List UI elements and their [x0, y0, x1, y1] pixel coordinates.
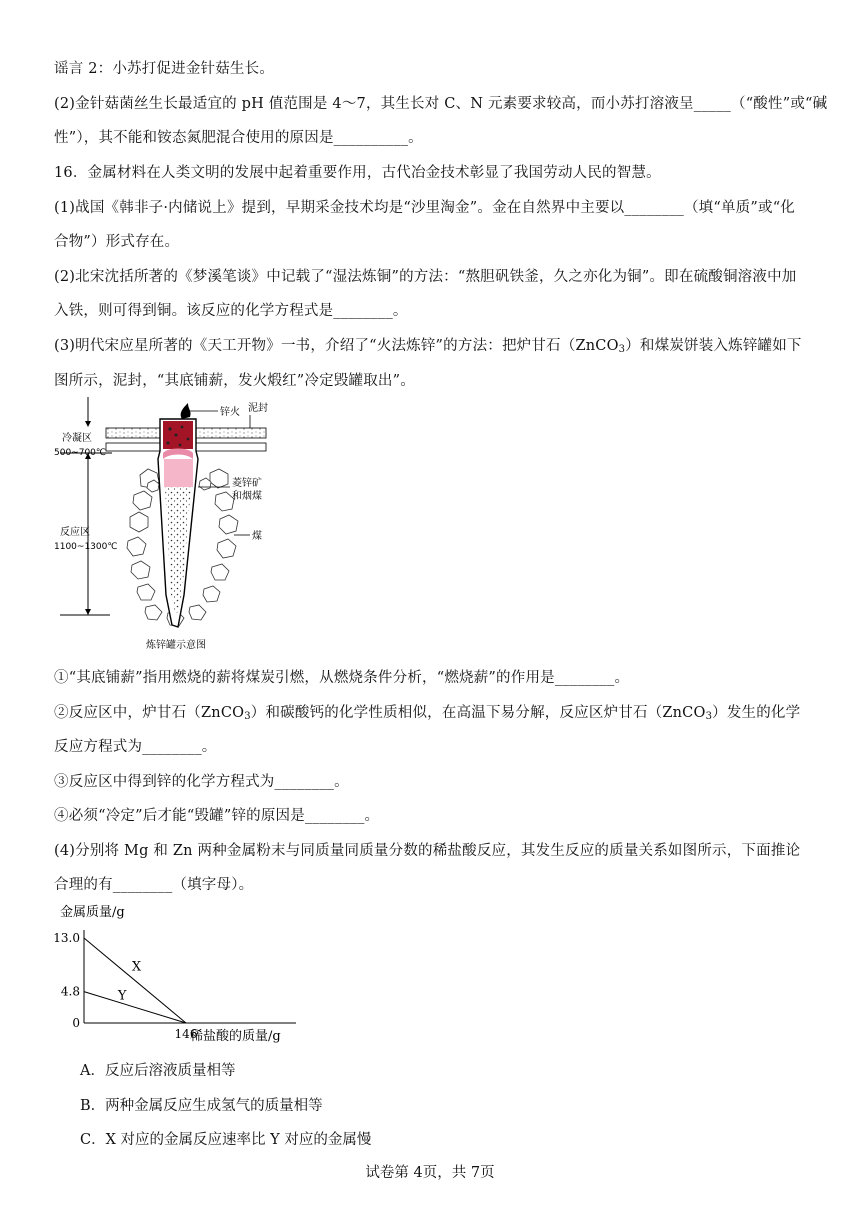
y-tick-label: 0 — [72, 1016, 80, 1030]
label-condense-temp: 500~700℃ — [54, 448, 107, 458]
option-a: A．反应后溶液质量相等 — [80, 1063, 236, 1079]
series-line-y — [84, 992, 186, 1023]
label-ore-coal-1: 菱锌矿 — [232, 478, 262, 489]
series-label-y: Y — [117, 988, 127, 1004]
line-q16-2b: 入铁，则可得到铜。该反应的化学方程式是________。 — [54, 303, 408, 319]
chart-ylabel: 金属质量/g — [60, 905, 125, 920]
line-q15-2a: (2)金针菇菌丝生长最适宜的 pH 值范围是 4～7，其生长对 C、N 元素要求较高，而小苏打溶液呈_____（“酸性”或“碱 — [54, 96, 828, 112]
y-tick-label: 13.0 — [53, 931, 80, 945]
option-b: B．两种金属反应生成氢气的质量相等 — [80, 1098, 323, 1114]
line-q16-3-3: ③反应区中得到锌的化学方程式为________。 — [54, 774, 349, 790]
line-q16-3-2a: ②反应区中，炉甘石（ZnCO$_3$）和碳酸钙的化学性质相似，在高温下易分解，反应区炉甘石（ZnCO$_3$）发生的化学 — [54, 705, 801, 722]
line-q16-3a: (3)明代宋应星所著的《天工开物》一书，介绍了“火法炼锌”的方法：把炉甘石（ZnCO$_3$）和煤炭饼装入炼锌罐如下 — [54, 338, 802, 355]
line-q16-2a: (2)北宋沈括所著的《梦溪笔谈》中记载了“湿法炼铜”的方法：“熬胆矾铁釜，久之亦化为铜”。即在硫酸铜溶液中加 — [54, 269, 797, 285]
line-q16-3b: 图所示，泥封，“其底铺薪，发火煅红”冷定毁罐取出”。 — [54, 373, 415, 389]
series-label-x: X — [131, 959, 142, 975]
label-mud-seal: 泥封 — [248, 403, 268, 414]
label-condense-zone: 冷凝区 — [62, 433, 92, 444]
series-line-x — [84, 938, 186, 1023]
line-q16-3-1: ①“其底铺薪”指用燃烧的薪将煤炭引燃，从燃烧条件分析，“燃烧薪”的作用是________。 — [54, 670, 630, 686]
line-q16-stem: 16．金属材料在人类文明的发展中起着重要作用，古代冶金技术彰显了我国劳动人民的智慧。 — [54, 165, 661, 181]
label-reaction-zone: 反应区 — [60, 527, 90, 538]
page-footer: 试卷第 4页，共 7页 — [365, 1165, 495, 1181]
figure-caption: 炼锌罐示意图 — [146, 640, 206, 651]
line-q16-3-2b: 反应方程式为________。 — [54, 739, 217, 755]
line-q15-2b: 性”），其不能和铵态氮肥混合使用的原因是__________。 — [54, 130, 423, 146]
y-tick-label: 4.8 — [60, 984, 80, 999]
label-zinc-fire: 锌火 — [220, 407, 240, 418]
line-q16-1a: (1)战国《韩非子·内储说上》提到，早期采金技术均是“沙里淘金”。金在自然界中主要以________（填“单质”或“化 — [54, 200, 796, 216]
line-q16-4b: 合理的有________（填字母）。 — [54, 877, 254, 893]
x-tick-label: 146 — [174, 1027, 198, 1041]
zinc-smelting-figure — [50, 395, 290, 655]
line-q16-1b: 合物”）形式存在。 — [54, 234, 180, 250]
line-q16-4a: (4)分别将 Mg 和 Zn 两种金属粉末与同质量同质量分数的稀盐酸反应，其发生反应的质量关系如图所示，下面推论 — [54, 843, 801, 859]
label-coal: 煤 — [252, 531, 262, 542]
line-q16-3-4: ④必须“冷定”后才能“毁罐”锌的原因是________。 — [54, 808, 380, 824]
mass-chart — [53, 902, 316, 1052]
label-reaction-temp: 1100~1300℃ — [54, 542, 118, 552]
label-ore-coal-2: 和烟煤 — [232, 491, 262, 502]
line-rumor2: 谣言 2：小苏打促进金针菇生长。 — [54, 61, 275, 77]
chart-xlabel: 稀盐酸的质量/g — [190, 1029, 281, 1044]
option-c: C．X 对应的金属反应速率比 Y 对应的金属慢 — [80, 1132, 372, 1148]
